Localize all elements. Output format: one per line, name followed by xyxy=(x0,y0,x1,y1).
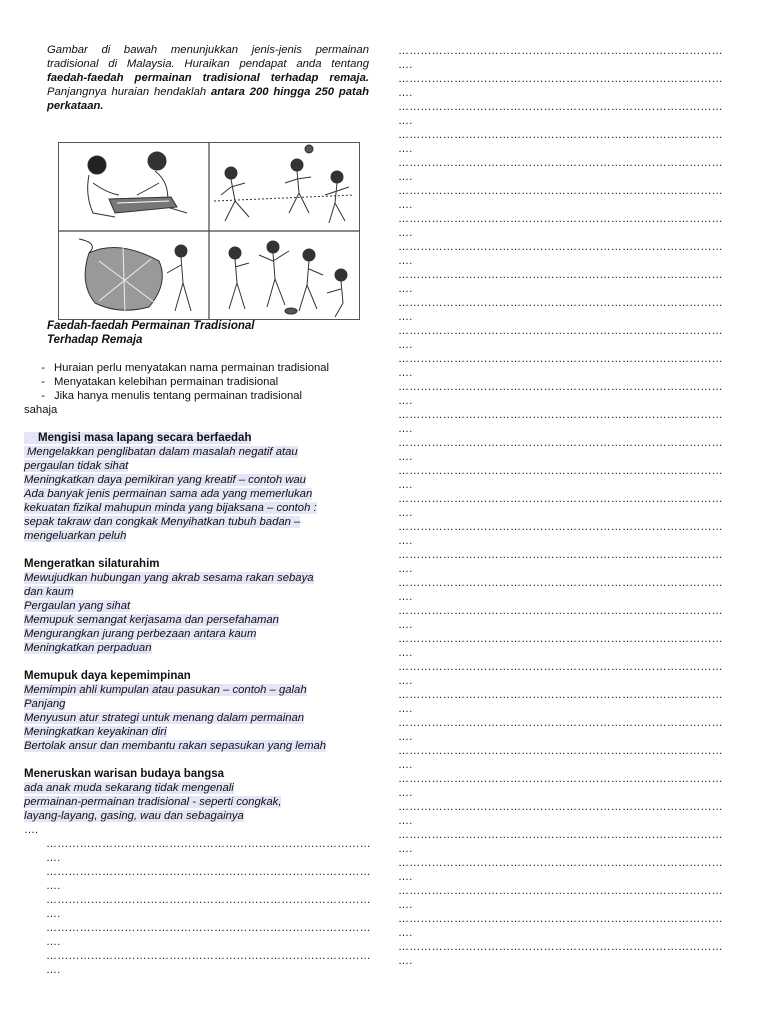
answer-line-tail: …. xyxy=(398,339,413,351)
answer-line-tail: …. xyxy=(398,423,413,435)
instruction-bold-topic: faedah-faedah permainan tradisional terhadap remaja. xyxy=(47,72,369,84)
answer-line-tail: …. xyxy=(398,563,413,575)
point-heading: Mengeratkan silaturahim xyxy=(24,558,160,570)
point-item: Memimpin ahli kumpulan atau pasukan – contoh – galah xyxy=(24,684,307,696)
answer-line[interactable]: …………………………………………………………………………… xyxy=(398,829,723,841)
answer-line-tail: …. xyxy=(398,843,413,855)
answer-line[interactable]: …………………………………………………………………………… xyxy=(398,605,723,617)
answer-line[interactable]: …………………………………………………………………………… xyxy=(46,922,371,934)
answer-line[interactable]: …………………………………………………………………………… xyxy=(398,129,723,141)
gasing-panel xyxy=(229,241,347,317)
answer-line-tail: …. xyxy=(398,507,413,519)
answer-line[interactable]: …………………………………………………………………………… xyxy=(398,661,723,673)
answer-line-tail: …. xyxy=(398,871,413,883)
answer-line[interactable]: …………………………………………………………………………… xyxy=(398,353,723,365)
answer-line[interactable]: …………………………………………………………………………… xyxy=(398,465,723,477)
answer-line[interactable]: …………………………………………………………………………… xyxy=(398,437,723,449)
answer-line-tail: …. xyxy=(46,936,61,948)
answer-line-tail: …. xyxy=(398,675,413,687)
answer-line[interactable]: …………………………………………………………………………… xyxy=(398,213,723,225)
guideline-note: - Jika hanya menulis tentang permainan tradisional xyxy=(41,390,303,402)
point-item: sepak takraw dan congkak Menyihatkan tubuh badan – xyxy=(24,516,301,528)
answer-lines-right xyxy=(398,44,728,968)
sepak-takraw-panel xyxy=(214,145,354,223)
point-item: Memupuk semangat kerjasama dan persefahaman xyxy=(24,614,279,626)
question-instructions xyxy=(47,43,369,113)
point-item: mengeluarkan peluh xyxy=(24,530,127,542)
answer-line[interactable]: …………………………………………………………………………… xyxy=(398,241,723,253)
answer-line-tail: …. xyxy=(46,964,61,976)
answer-line[interactable]: …………………………………………………………………………… xyxy=(46,866,371,878)
answer-line[interactable]: …………………………………………………………………………… xyxy=(46,894,371,906)
answer-line[interactable]: …………………………………………………………………………… xyxy=(398,549,723,561)
answer-lines-left xyxy=(24,823,370,977)
answer-line[interactable]: …………………………………………………………………………… xyxy=(398,185,723,197)
answer-line-tail: …. xyxy=(398,479,413,491)
point-item: Mewujudkan hubungan yang akrab sesama rakan sebaya xyxy=(24,572,314,584)
point-item: Meningkatkan perpaduan xyxy=(24,642,152,654)
point-item: permainan-permainan tradisional - seperti congkak, xyxy=(24,796,282,808)
answer-line-tail: …. xyxy=(398,899,413,911)
answer-line-tail: …. xyxy=(398,199,413,211)
answer-line-tail: …. xyxy=(398,731,413,743)
answer-line-tail: …. xyxy=(398,283,413,295)
point-item: dan kaum xyxy=(24,586,74,598)
answer-line-tail: …. xyxy=(398,451,413,463)
answer-line-tail: …. xyxy=(398,143,413,155)
guideline-note-text: Menyatakan kelebihan permainan tradisional xyxy=(54,376,279,388)
answer-line-tail: …. xyxy=(398,927,413,939)
point-item: kekuatan fizikal mahupun minda yang bijaksana – contoh : xyxy=(24,502,317,514)
point-item: layang-layang, gasing, wau dan sebagainya xyxy=(24,810,244,822)
answer-line[interactable]: …………………………………………………………………………… xyxy=(398,801,723,813)
point-item: Pergaulan yang sihat xyxy=(24,600,131,612)
answer-line[interactable]: …………………………………………………………………………… xyxy=(398,633,723,645)
answer-line[interactable]: …………………………………………………………………………… xyxy=(398,885,723,897)
answer-line[interactable]: …………………………………………………………………………… xyxy=(398,381,723,393)
instruction-text: Panjangnya huraian hendaklah xyxy=(47,86,211,98)
answer-line[interactable]: …………………………………………………………………………… xyxy=(398,409,723,421)
answer-line[interactable]: …………………………………………………………………………… xyxy=(398,325,723,337)
point-heading: Meneruskan warisan budaya bangsa xyxy=(24,768,225,780)
answer-line[interactable]: …………………………………………………………………………… xyxy=(398,101,723,113)
point-section-1 xyxy=(24,431,374,543)
illustration-caption xyxy=(47,319,347,347)
answer-line-tail: …. xyxy=(398,647,413,659)
point-item: Meningkatkan keyakinan diri xyxy=(24,726,167,738)
caption-line: Faedah-faedah Permainan Tradisional xyxy=(47,320,255,332)
point-heading: Mengisi masa lapang secara berfaedah xyxy=(24,431,374,445)
answer-line[interactable]: …………………………………………………………………………… xyxy=(398,521,723,533)
answer-line-tail: …. xyxy=(46,852,61,864)
answer-line-tail: …. xyxy=(398,311,413,323)
point-item: Mengurangkan jurang perbezaan antara kaum xyxy=(24,628,257,640)
point-heading: Memupuk daya kepemimpinan xyxy=(24,670,191,682)
answer-line-tail: …. xyxy=(24,824,39,836)
instruction-text: Gambar di bawah menunjukkan jenis-jenis permainan tradisional di Malaysia. Huraikan pendapat anda tentang xyxy=(47,44,369,70)
answer-line-tail: …. xyxy=(398,255,413,267)
point-item: Ada banyak jenis permainan sama ada yang memerlukan xyxy=(24,488,313,500)
answer-line[interactable]: …………………………………………………………………………… xyxy=(398,773,723,785)
point-item: pergaulan tidak sihat xyxy=(24,460,129,472)
answer-line-tail: …. xyxy=(398,703,413,715)
point-item: Panjang xyxy=(24,698,66,710)
guideline-note-continuation: sahaja xyxy=(24,404,58,416)
instruction-bold-wordcount: antara 200 hingga 250 patah perkataan. xyxy=(47,86,370,112)
guideline-note-text: Jika hanya menulis tentang permainan tradisional xyxy=(54,390,303,402)
answer-line[interactable]: …………………………………………………………………………… xyxy=(398,857,723,869)
point-item: Menyusun atur strategi untuk menang dalam permainan xyxy=(24,712,305,724)
answer-line-tail: …. xyxy=(398,787,413,799)
answer-line[interactable]: …………………………………………………………………………… xyxy=(398,745,723,757)
illustration-image xyxy=(59,143,359,319)
answer-line-tail: …. xyxy=(46,908,61,920)
answer-line-tail: …. xyxy=(398,115,413,127)
answer-line[interactable]: …………………………………………………………………………… xyxy=(398,689,723,701)
answer-line[interactable]: …………………………………………………………………………… xyxy=(398,941,723,953)
point-item: Mengelakkan penglibatan dalam masalah negatif atau xyxy=(24,445,374,459)
point-section-3 xyxy=(24,669,374,753)
point-section-2 xyxy=(24,557,374,655)
answer-line[interactable]: …………………………………………………………………………… xyxy=(46,950,371,962)
answer-line[interactable]: …………………………………………………………………………… xyxy=(398,493,723,505)
answer-line[interactable]: …………………………………………………………………………… xyxy=(398,297,723,309)
answer-line-tail: …. xyxy=(398,619,413,631)
answer-line[interactable]: …………………………………………………………………………… xyxy=(398,269,723,281)
caption-line: Terhadap Remaja xyxy=(47,334,143,346)
answer-line[interactable]: …………………………………………………………………………… xyxy=(398,577,723,589)
answer-line-tail: …. xyxy=(398,591,413,603)
guideline-note-text: Huraian perlu menyatakan nama permainan tradisional xyxy=(54,362,330,374)
answer-line-tail: …. xyxy=(46,880,61,892)
answer-line-tail: …. xyxy=(398,535,413,547)
guideline-notes xyxy=(24,361,374,417)
answer-line-tail: …. xyxy=(398,759,413,771)
point-item: Meningkatkan daya pemikiran yang kreatif – contoh wau xyxy=(24,474,306,486)
answer-line-tail: …. xyxy=(398,171,413,183)
answer-line[interactable]: …………………………………………………………………………… xyxy=(398,717,723,729)
congkak-panel xyxy=(88,152,187,217)
answer-line[interactable]: …………………………………………………………………………… xyxy=(398,45,723,57)
answer-line-tail: …. xyxy=(398,227,413,239)
point-item: Bertolak ansur dan membantu rakan sepasukan yang lemah xyxy=(24,740,327,752)
answer-line[interactable]: …………………………………………………………………………… xyxy=(398,913,723,925)
answer-line-tail: …. xyxy=(398,815,413,827)
answer-line[interactable]: …………………………………………………………………………… xyxy=(398,73,723,85)
guideline-note: - Menyatakan kelebihan permainan tradisional xyxy=(41,376,279,388)
point-item: ada anak muda sekarang tidak mengenali xyxy=(24,782,234,794)
answer-line[interactable]: …………………………………………………………………………… xyxy=(46,838,371,850)
point-section-4 xyxy=(24,767,374,823)
answer-line-tail: …. xyxy=(398,367,413,379)
answer-line-tail: …. xyxy=(398,395,413,407)
answer-line[interactable]: …………………………………………………………………………… xyxy=(398,157,723,169)
answer-line-tail: …. xyxy=(398,87,413,99)
wau-panel xyxy=(79,239,191,313)
answer-line-tail: …. xyxy=(398,59,413,71)
traditional-games-illustration xyxy=(58,142,360,320)
answer-line-tail: …. xyxy=(398,955,413,967)
guideline-note: - Huraian perlu menyatakan nama permainan tradisional xyxy=(41,362,330,374)
